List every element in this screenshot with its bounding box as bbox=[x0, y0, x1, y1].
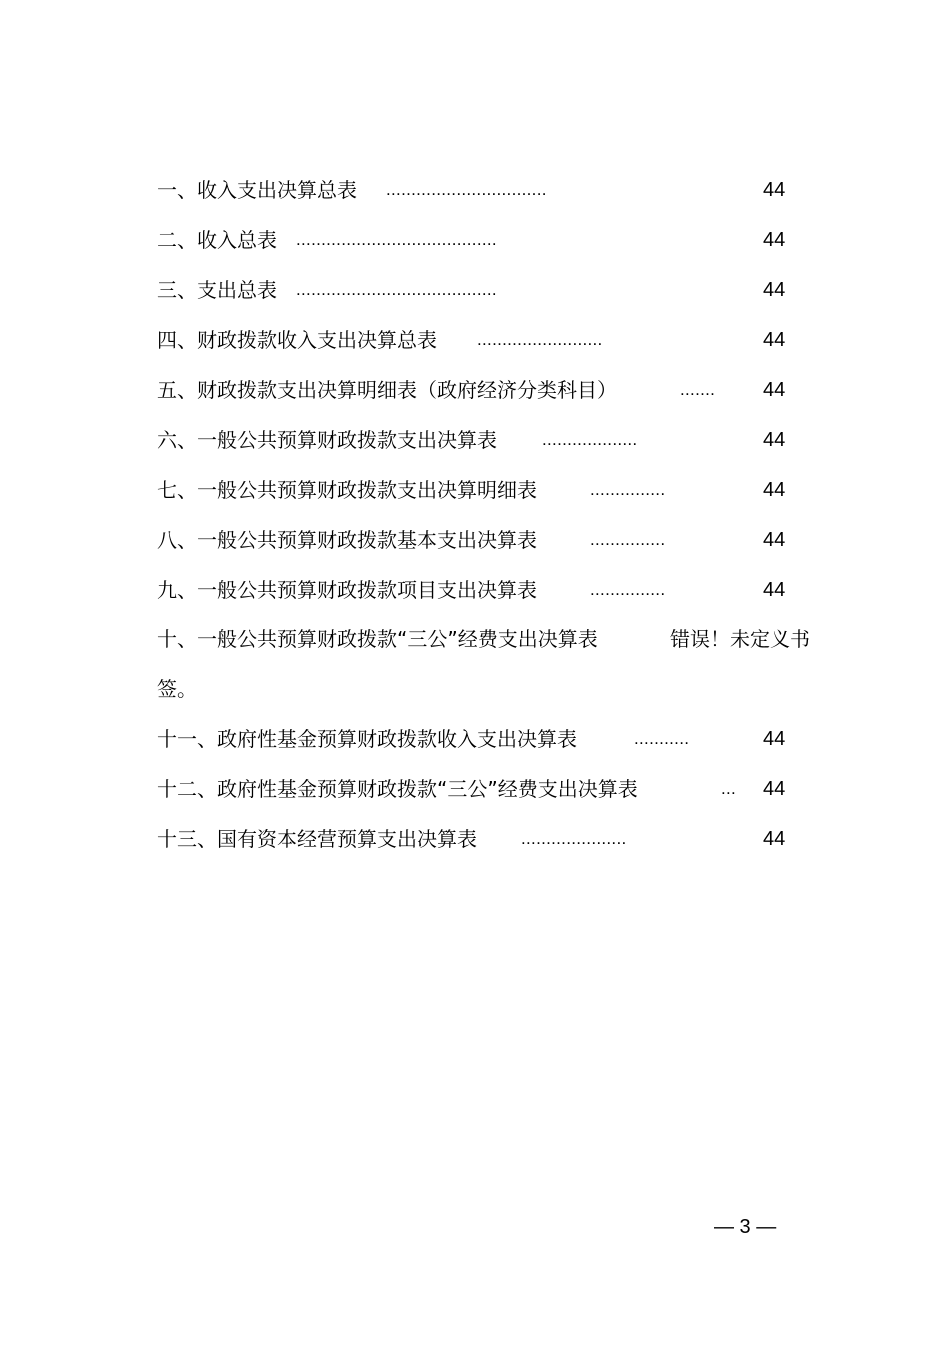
toc-entry-leader: ... bbox=[721, 779, 737, 798]
toc-entry-page: 44 bbox=[763, 579, 786, 601]
toc-entry[interactable] bbox=[0, 624, 950, 654]
toc-entry-title: 九、一般公共预算财政拨款项目支出决算表 bbox=[157, 578, 537, 602]
toc-entry[interactable] bbox=[0, 375, 950, 405]
toc-entry-title: 十、一般公共预算财政拨款“三公”经费支出决算表 bbox=[157, 627, 598, 651]
toc-entry-leader: ............... bbox=[590, 530, 666, 549]
toc-entry[interactable] bbox=[0, 275, 950, 305]
toc-entry-leader: ........................................ bbox=[296, 230, 497, 249]
toc-entry-leader: ........................................ bbox=[296, 280, 497, 299]
toc-entry-title: 三、支出总表 bbox=[157, 278, 277, 302]
toc-entry-page: 44 bbox=[763, 229, 786, 251]
toc-entry-page: 44 bbox=[763, 529, 786, 551]
page-number: — 3 — bbox=[714, 1216, 777, 1238]
toc-entry-leader: ............... bbox=[590, 480, 666, 499]
toc-entry-page: 44 bbox=[763, 728, 786, 750]
toc-entry-page: 44 bbox=[763, 279, 786, 301]
toc-entry-title: 二、收入总表 bbox=[157, 228, 277, 252]
toc-entry-leader: ............... bbox=[590, 580, 666, 599]
toc-entry-leader: ......................... bbox=[477, 330, 603, 349]
toc-entry-title: 十三、国有资本经营预算支出决算表 bbox=[157, 827, 477, 851]
toc-entry[interactable] bbox=[0, 575, 950, 605]
toc-entry-page: 44 bbox=[763, 429, 786, 451]
toc-entry[interactable] bbox=[0, 175, 950, 205]
toc-entry-title: 五、财政拨款支出决算明细表（政府经济分类科目） bbox=[157, 378, 617, 402]
toc-entry[interactable] bbox=[0, 325, 950, 355]
toc-entry-leader: ....... bbox=[680, 380, 716, 399]
toc-entry-leader: ................... bbox=[542, 430, 638, 449]
toc-entry-title: 六、一般公共预算财政拨款支出决算表 bbox=[157, 428, 497, 452]
toc-entry[interactable] bbox=[0, 525, 950, 555]
toc-entry-title: 一、收入支出决算总表 bbox=[157, 178, 357, 202]
toc-entry[interactable] bbox=[0, 724, 950, 754]
toc-entry-page: 44 bbox=[763, 379, 786, 401]
toc-entry[interactable] bbox=[0, 425, 950, 455]
toc-entry[interactable] bbox=[0, 824, 950, 854]
toc-entry-page: 44 bbox=[763, 479, 786, 501]
toc-entry-page: 44 bbox=[763, 778, 786, 800]
toc-entry-title: 四、财政拨款收入支出决算总表 bbox=[157, 328, 437, 352]
toc-entry-title: 八、一般公共预算财政拨款基本支出决算表 bbox=[157, 528, 537, 552]
toc-entry-page: 44 bbox=[763, 828, 786, 850]
toc-entry-leader: ........... bbox=[634, 729, 690, 748]
toc-entry-leader: ................................ bbox=[386, 180, 547, 199]
toc-entry[interactable] bbox=[0, 225, 950, 255]
toc-entry[interactable] bbox=[0, 475, 950, 505]
toc-entry-page: 44 bbox=[763, 179, 786, 201]
toc-entry-page: 44 bbox=[763, 329, 786, 351]
toc-entry-leader: ..................... bbox=[521, 829, 627, 848]
toc-error-message: 错误！未定义书 bbox=[670, 627, 810, 651]
toc-entry[interactable] bbox=[0, 774, 950, 804]
toc-entry-title: 十二、政府性基金预算财政拨款“三公”经费支出决算表 bbox=[157, 777, 638, 801]
toc-entry-title: 十一、政府性基金预算财政拨款收入支出决算表 bbox=[157, 727, 577, 751]
toc-entry-title: 七、一般公共预算财政拨款支出决算明细表 bbox=[157, 478, 537, 502]
toc-error-message-continuation: 签。 bbox=[157, 677, 197, 701]
